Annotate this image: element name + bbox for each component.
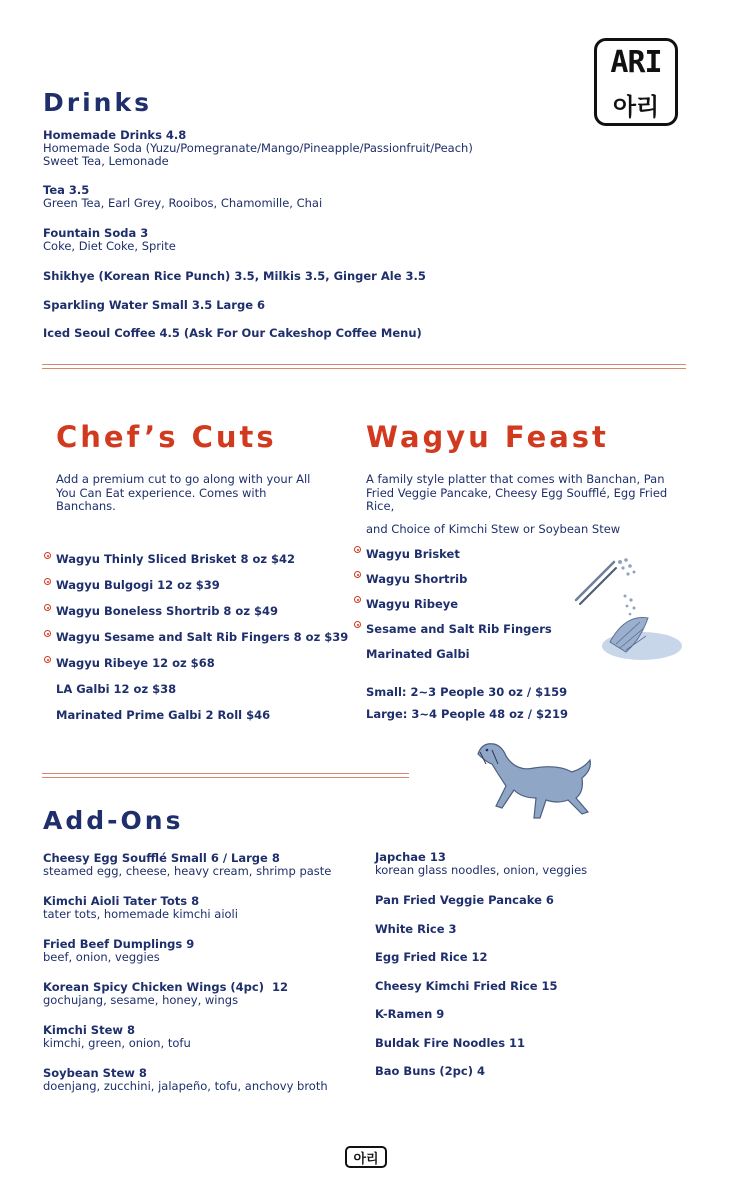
feast-large-size: Large: 3~4 People 48 oz / $219 — [366, 707, 568, 721]
horse-illustration — [472, 738, 596, 824]
drink-item — [43, 226, 176, 253]
bullet-icon — [44, 552, 51, 559]
addon-item — [43, 1066, 328, 1093]
chefs-cut-item: Marinated Prime Galbi 2 Roll $46 — [56, 708, 271, 722]
addon-item — [43, 1023, 191, 1050]
logo-latin: ARI — [610, 45, 662, 80]
chefs-cut-item: Wagyu Ribeye 12 oz $68 — [56, 656, 215, 670]
addon-title: Kimchi Stew 8 — [43, 1023, 135, 1037]
drink-item — [43, 128, 473, 168]
drink-title: Shikhye (Korean Rice Punch) 3.5, Milkis 3.5, Ginger Ale 3.5 — [43, 269, 426, 283]
addon-item — [43, 937, 194, 964]
divider — [42, 364, 686, 365]
addon-title: Soybean Stew 8 — [43, 1066, 147, 1080]
addon-desc: beef, onion, veggies — [43, 950, 160, 964]
addon-title: White Rice 3 — [375, 922, 457, 936]
addon-title: Cheesy Kimchi Fried Rice 15 — [375, 979, 558, 993]
addon-item — [43, 894, 238, 921]
divider — [42, 368, 686, 369]
bullet-icon — [354, 596, 361, 603]
addon-desc: doenjang, zucchini, jalapeño, tofu, anchovy broth — [43, 1079, 328, 1093]
addon-desc: steamed egg, cheese, heavy cream, shrimp paste — [43, 864, 332, 878]
chefs-cut-item: Wagyu Boneless Shortrib 8 oz $49 — [56, 604, 279, 618]
addon-title: Fried Beef Dumplings 9 — [43, 937, 195, 951]
chopsticks-food-illustration — [570, 552, 685, 670]
chefs-cut-item: Wagyu Sesame and Salt Rib Fingers 8 oz $39 — [56, 630, 349, 644]
addon-title: Cheesy Egg Soufflé Small 6 / Large 8 — [43, 851, 280, 865]
drinks-heading: Drinks — [43, 88, 152, 117]
divider — [42, 773, 409, 774]
addons-heading: Add-Ons — [43, 806, 184, 835]
wagyu-feast-intro: A family style platter that comes with Banchan, Pan Fried Veggie Pancake, Cheesy Egg Soufflé, Egg Fried Rice, — [366, 472, 668, 513]
addon-item — [43, 851, 331, 878]
chefs-cuts-intro: Add a premium cut to go along with your All You Can Eat experience. Comes with Banchans. — [56, 472, 311, 513]
drink-desc: Sweet Tea, Lemonade — [43, 154, 169, 168]
addon-title: Pan Fried Veggie Pancake 6 — [375, 893, 554, 907]
feast-item: Wagyu Brisket — [366, 547, 460, 561]
addon-title: Kimchi Aioli Tater Tots 8 — [43, 894, 200, 908]
addon-item — [375, 850, 587, 877]
wagyu-feast-heading: Wagyu Feast — [366, 420, 609, 454]
drink-title: Tea 3.5 — [43, 183, 90, 197]
divider — [42, 777, 409, 778]
logo-hangul: 아리 — [612, 93, 660, 121]
bullet-icon — [354, 571, 361, 578]
drink-item — [43, 183, 322, 210]
drink-title: Homemade Drinks 4.8 — [43, 128, 187, 142]
addon-title: Bao Buns (2pc) 4 — [375, 1064, 485, 1078]
addon-item — [43, 980, 288, 1007]
drink-title: Iced Seoul Coffee 4.5 (Ask For Our Cakeshop Coffee Menu) — [43, 326, 422, 340]
bullet-icon — [44, 656, 51, 663]
addon-desc: korean glass noodles, onion, veggies — [375, 863, 588, 877]
addon-title: Japchae 13 — [375, 850, 446, 864]
addon-title: Korean Spicy Chicken Wings (4pc) 12 — [43, 980, 288, 994]
addon-title: Egg Fried Rice 12 — [375, 950, 488, 964]
drink-title: Sparkling Water Small 3.5 Large 6 — [43, 298, 265, 312]
feast-item: Wagyu Shortrib — [366, 572, 468, 586]
drink-desc: Green Tea, Earl Grey, Rooibos, Chamomille, Chai — [43, 196, 323, 210]
footer-logo-text: 아리 — [353, 1152, 379, 1167]
addon-desc: gochujang, sesame, honey, wings — [43, 993, 239, 1007]
footer-logo — [345, 1146, 387, 1168]
bullet-icon — [44, 578, 51, 585]
addon-desc: kimchi, green, onion, tofu — [43, 1036, 191, 1050]
feast-item: Sesame and Salt Rib Fingers — [366, 622, 552, 636]
feast-item: Marinated Galbi — [366, 647, 470, 661]
bullet-icon — [354, 621, 361, 628]
chefs-cut-item: LA Galbi 12 oz $38 — [56, 682, 177, 696]
bullet-icon — [354, 546, 361, 553]
bullet-icon — [44, 630, 51, 637]
chefs-cut-item: Wagyu Bulgogi 12 oz $39 — [56, 578, 220, 592]
chefs-cuts-heading: Chef’s Cuts — [56, 420, 277, 454]
drink-desc: Coke, Diet Coke, Sprite — [43, 239, 176, 253]
addon-title: K-Ramen 9 — [375, 1007, 445, 1021]
feast-item: Wagyu Ribeye — [366, 597, 459, 611]
chefs-cut-item: Wagyu Thinly Sliced Brisket 8 oz $42 — [56, 552, 296, 566]
bullet-icon — [44, 604, 51, 611]
feast-small-size: Small: 2~3 People 30 oz / $159 — [366, 685, 568, 699]
addon-title: Buldak Fire Noodles 11 — [375, 1036, 526, 1050]
drink-title: Fountain Soda 3 — [43, 226, 149, 240]
drink-desc: Homemade Soda (Yuzu/Pomegranate/Mango/Pineapple/Passionfruit/Peach) — [43, 141, 473, 155]
ari-logo — [594, 38, 678, 126]
addon-desc: tater tots, homemade kimchi aioli — [43, 907, 238, 921]
wagyu-feast-intro-choice: and Choice of Kimchi Stew or Soybean Stew — [366, 522, 621, 536]
